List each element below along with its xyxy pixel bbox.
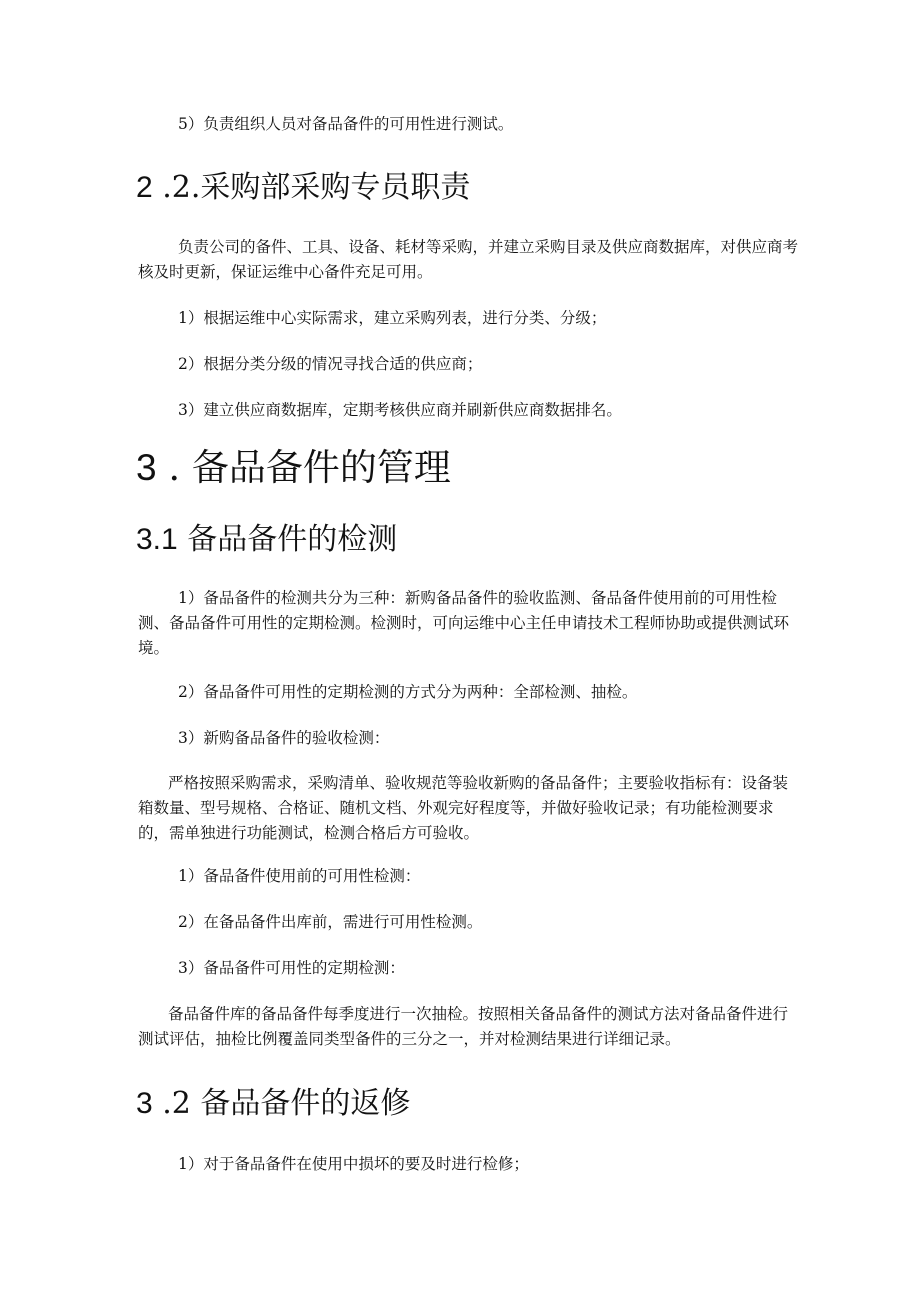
section-number: 3 [136,1087,153,1120]
chapter-heading-3 [136,446,451,490]
paragraph-quarterly-sampling: 备品备件库的备品备件每季度进行一次抽检。按照相关备品备件的测试方法对备品备件进行测试评估，抽检比例覆盖同类型备件的三分之一，并对检测结果进行详细记录。 [138,1005,789,1048]
section-title: .2 备品备件的返修 [152,1086,411,1121]
section-title: .2.采购部采购专员职责 [152,170,471,205]
list-item-repair-damaged: 1）对于备品备件在使用中损坏的要及时进行检修； [178,1155,529,1173]
list-item-detection-types: 1）备品备件的检测共分为三种：新购备品备件的验收监测、备品备件使用前的可用性检测、备品备件可用性的定期检测。检测时，可向运维中心主任申请技术工程师协助或提供测试环境。 [138,589,790,657]
paragraph-acceptance-criteria: 严格按照采购需求，采购清单、验收规范等验收新购的备品备件；主要验收指标有：设备装箱数量、型号规格、合格证、随机文档、外观完好程度等，并做好验收记录；有功能检测要求的，需单独进行功能测试，检测合格后方可验收。 [138,774,789,842]
list-item-pre-use-detection: 1）备品备件使用前的可用性检测： [178,867,421,885]
list-item-find-supplier: 2）根据分类分级的情况寻找合适的供应商； [178,355,483,373]
section-heading-3-2 [136,1086,410,1122]
list-item-periodic-detection: 3）备品备件可用性的定期检测： [178,959,405,977]
chapter-title: . 备品备件的管理 [156,446,451,489]
chapter-number: 3 [136,447,157,488]
list-item-periodic-detection-method: 2）备品备件可用性的定期检测的方式分为两种：全部检测、抽检。 [178,683,638,701]
list-item-test-availability: 5）负责组织人员对备品备件的可用性进行测试。 [178,115,514,133]
list-item-acceptance-detection: 3）新购备品备件的验收检测： [178,729,390,747]
list-item-supplier-database: 3）建立供应商数据库，定期考核供应商并刷新供应商数据排名。 [178,401,622,419]
section-heading-2-2 [136,170,470,206]
list-item-before-outbound: 2）在备品备件出库前，需进行可用性检测。 [178,913,483,931]
section-number: 3.1 [136,523,178,556]
list-item-purchase-list: 1）根据运维中心实际需求，建立采购列表，进行分类、分级； [178,309,607,327]
section-number: 2 [136,171,153,204]
section-heading-3-1 [136,522,397,558]
paragraph-procurement-duty: 负责公司的备件、工具、设备、耗材等采购，并建立采购目录及供应商数据库，对供应商考核及时更新，保证运维中心备件充足可用。 [138,238,799,281]
section-title: 备品备件的检测 [177,522,398,557]
